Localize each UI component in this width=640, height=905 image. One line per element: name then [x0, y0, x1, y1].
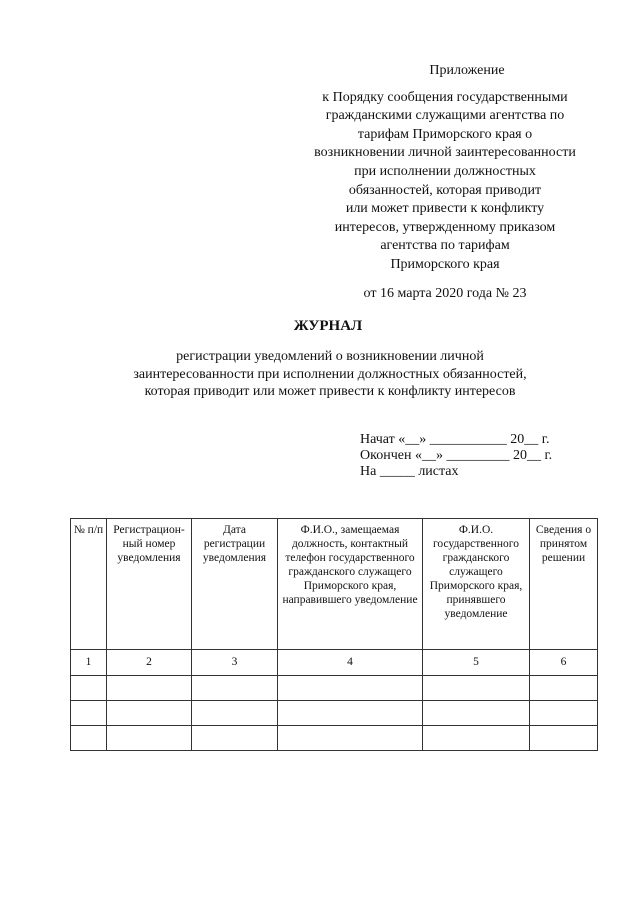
column-number: 6: [530, 650, 598, 676]
column-header: Ф.И.О., замещаемая должность, контактный телефон государственного гражданского служащего Приморского края, направившего уведомление: [278, 519, 423, 650]
appendix-line: Приморского края: [390, 256, 500, 272]
table-cell: [278, 676, 423, 701]
table-cell: [192, 726, 278, 751]
appendix-line: интересов, утвержденному приказом: [334, 219, 556, 235]
table-cell: [530, 676, 598, 701]
column-header: Регистрацион-ный номер уведомления: [107, 519, 192, 650]
journal-started: Начат «__» ___________ 20__ г.: [360, 432, 550, 447]
journal-subtitle-line: заинтересованности при исполнении должностных обязанностей,: [133, 366, 527, 382]
table-cell: [192, 701, 278, 726]
journal-subtitle-line: регистрации уведомлений о возникновении личной: [176, 349, 484, 364]
table-cell: [423, 676, 530, 701]
table-cell: [192, 676, 278, 701]
notification-register-table: [70, 518, 598, 751]
appendix-line: агентства по тарифам: [380, 238, 510, 254]
appendix-block: [300, 62, 590, 303]
table-row: [71, 726, 598, 751]
table-header-row: [71, 519, 598, 650]
column-header: Ф.И.О. государственного гражданского служащего Приморского края, принявшего уведомление: [423, 519, 530, 650]
table-cell: [71, 701, 107, 726]
journal-title: ЖУРНАЛ: [293, 318, 363, 334]
table-cell: [278, 701, 423, 726]
journal-subtitle-line: которая приводит или может привести к конфликту интересов: [144, 384, 516, 399]
column-number: 2: [107, 650, 192, 676]
column-header: № п/п: [71, 519, 107, 650]
column-number: 3: [192, 650, 278, 676]
column-number: 5: [423, 650, 530, 676]
table-cell: [423, 701, 530, 726]
table-cell: [107, 726, 192, 751]
table-cell: [71, 676, 107, 701]
appendix-title: Приложение: [429, 63, 505, 78]
table-cell: [530, 726, 598, 751]
appendix-line: или может привести к конфликту: [345, 201, 545, 217]
journal-finished: Окончен «__» _________ 20__ г.: [360, 448, 553, 463]
journal-meta: [360, 432, 600, 480]
appendix-line: тарифам Приморского края о: [357, 126, 533, 142]
appendix-line: при исполнении должностных: [354, 163, 536, 179]
appendix-date: от 16 марта 2020 года № 23: [363, 285, 527, 301]
table-cell: [423, 726, 530, 751]
table-cell: [107, 676, 192, 701]
appendix-line: гражданскими служащими агентства по: [325, 108, 565, 124]
table-cell: [107, 701, 192, 726]
table-cell: [530, 701, 598, 726]
journal-sheets: На _____ листах: [360, 464, 459, 479]
column-number: 4: [278, 650, 423, 676]
column-header: Сведения о принятом решении: [530, 519, 598, 650]
appendix-line: возникновении личной заинтересованности: [314, 145, 576, 161]
table-cell: [278, 726, 423, 751]
table-cell: [71, 726, 107, 751]
table-row: [71, 701, 598, 726]
appendix-line: к Порядку сообщения государственными: [322, 89, 568, 105]
column-number-row: [71, 650, 598, 676]
journal-subtitle: [95, 348, 565, 401]
table-row: [71, 676, 598, 701]
appendix-line: обязанностей, которая приводит: [348, 182, 542, 198]
column-header: Дата регистрации уведомления: [192, 519, 278, 650]
column-number: 1: [71, 650, 107, 676]
